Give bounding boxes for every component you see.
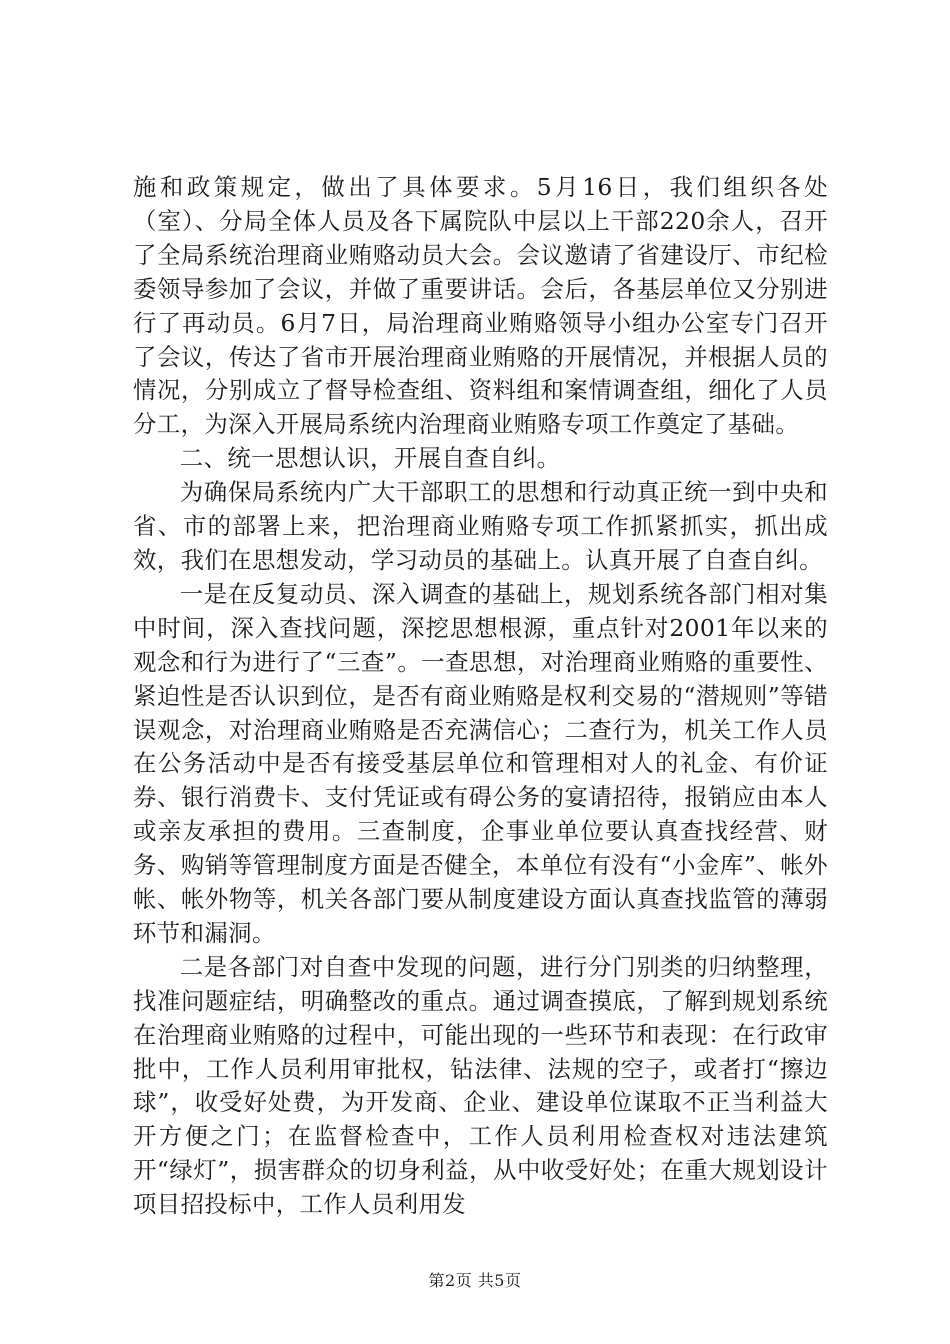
paragraph-4: 一是在反复动员、深入调查的基础上，规划系统各部门相对集中时间，深入查找问题，深挖思想根源，重点针对2001年以来的观念和行为进行了“三查”。一查思想，对治理商业贿赂的重要性、紧迫性是否认识到位，是否有商业贿赂是权利交易的“潜规则”等错误观念，对治理商业贿赂是否充满信心；二查行为，机关工作人员在公务活动中是否有接受基层单位和管理相对人的礼金、有价证券、银行消费卡、支付凭证或有碍公务的宴请招待，报销应由本人或亲友承担的费用。三查制度，企事业单位要认真查找经营、财务、购销等管理制度方面是否健全，本单位有没有“小金库”、帐外帐、帐外物等，机关各部门要从制度建设方面认真查找监管的薄弱环节和漏洞。 — [133, 579, 828, 947]
paragraph-1: 施和政策规定，做出了具体要求。5月16日，我们组织各处（室）、分局全体人员及各下属院队中层以上干部220余人，召开了全局系统治理商业贿赂动员大会。会议邀请了省建设厅、市纪检委领导参加了会议，并做了重要讲话。会后，各基层单位又分别进行了再动员。6月7日，局治理商业贿赂领导小组办公室专门召开了会议，传达了省市开展治理商业贿赂的开展情况，并根据人员的情况，分别成立了督导检查组、资料组和案情调查组，细化了人员分工，为深入开展局系统内治理商业贿赂专项工作奠定了基础。 — [133, 173, 828, 439]
page-footer: 第2页 共5页 — [428, 1271, 522, 1290]
paragraph-5: 二是各部门对自查中发现的问题，进行分门别类的归纳整理，找准问题症结，明确整改的重点。通过调查摸底，了解到规划系统在治理商业贿赂的过程中，可能出现的一些环节和表现：在行政审批中，工作人员利用审批权，钻法律、法规的空子，或者打“擦边球”，收受好处费，为开发商、企业、建设单位谋取不正当利益大开方便之门；在监督检查中，工作人员利用检查权对违法建筑开“绿灯”，损害群众的切身利益，从中收受好处；在重大规划设计项目招投标中，工作人员利用发 — [133, 952, 828, 1219]
paragraph-2-heading: 二、统一思想认识，开展自查自纠。 — [179, 444, 561, 473]
document-body — [133, 171, 828, 1222]
paragraph-3: 为确保局系统内广大干部职工的思想和行动真正统一到中央和省、市的部署上来，把治理商业贿赂专项工作抓紧抓实，抓出成效，我们在思想发动，学习动员的基础上。认真开展了自查自纠。 — [133, 478, 828, 574]
